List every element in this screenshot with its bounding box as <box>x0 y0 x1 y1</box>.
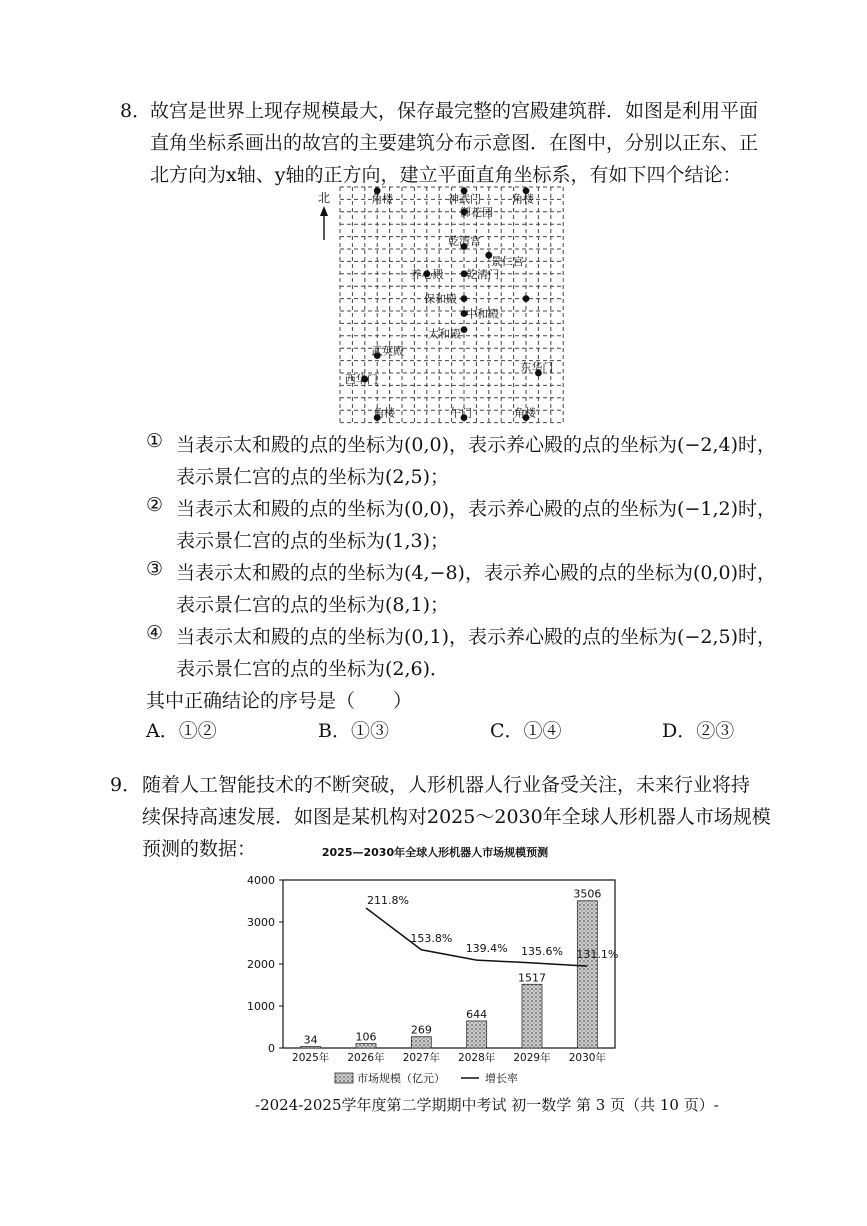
building-label: 角楼 <box>373 406 396 420</box>
statement-2-mark: ② <box>146 494 164 516</box>
building-label: 乾清门 <box>466 267 499 281</box>
statement-4-line-2: 表示景仁宫的点的坐标为(2,6)． <box>176 658 450 680</box>
chart-svg <box>235 840 635 1090</box>
question-9-line-3: 预测的数据： <box>142 838 257 860</box>
statement-2-line-1: 当表示太和殿的点的坐标为(0,0)，表示养心殿的点的坐标为(−1,2)时， <box>176 498 777 520</box>
option-b[interactable]: B．①③ <box>318 720 389 742</box>
chart-bars <box>301 888 602 1048</box>
chart-frame <box>283 880 615 1048</box>
question-8-number: 8． <box>120 100 152 122</box>
question-8-line-3: 北方向为x轴、y轴的正方向，建立平面直角坐标系，有如下四个结论： <box>150 164 742 186</box>
growth-rate-label: 139.4% <box>465 942 508 956</box>
x-tick-label: 2028年 <box>458 1052 496 1064</box>
growth-rate-label: 211.8% <box>367 894 409 907</box>
building-label: 西华门 <box>344 373 378 387</box>
building-label: 保和殿 <box>424 292 457 306</box>
chart-bar <box>522 984 542 1048</box>
statement-4-mark: ④ <box>146 622 164 644</box>
building-label: 武英殿 <box>371 344 405 358</box>
building-label: 御花园 <box>460 205 493 219</box>
growth-rate-label: 135.6% <box>521 944 563 958</box>
question-9-line-1: 随着人工智能技术的不断突破，人形机器人行业备受关注，未来行业将持 <box>142 774 751 796</box>
y-tick-label: 2000 <box>247 958 275 971</box>
option-a[interactable]: A．①② <box>146 720 217 742</box>
question-8-line-1: 故宫是世界上现存规模最大，保存最完整的宫殿建筑群．如图是利用平面 <box>150 100 759 122</box>
bar-value-label: 269 <box>410 1023 432 1037</box>
building-points <box>345 187 554 421</box>
building-point <box>523 295 530 302</box>
statement-4-line-1: 当表示太和殿的点的坐标为(0,1)，表示养心殿的点的坐标为(−2,5)时， <box>176 626 777 648</box>
chart-bar <box>467 1021 487 1048</box>
statement-1-line-2: 表示景仁宫的点的坐标为(2,5)； <box>176 466 450 488</box>
question-9-line-2: 续保持高速发展．如图是某机构对2025～2030年全球人形机器人市场规模 <box>142 806 771 828</box>
x-tick-label: 2030年 <box>568 1052 606 1064</box>
chart-bar <box>411 1037 431 1048</box>
map-svg <box>315 182 570 427</box>
x-tick-label: 2025年 <box>292 1052 330 1064</box>
question-9-number: 9． <box>110 774 142 796</box>
y-tick-label: 1000 <box>247 1000 275 1013</box>
x-tick-label: 2029年 <box>513 1052 551 1064</box>
statement-3-line-1: 当表示太和殿的点的坐标为(4,−8)，表示养心殿的点的坐标为(0,0)时， <box>176 562 777 584</box>
bar-value-label: 34 <box>303 1033 318 1047</box>
bar-value-label: 106 <box>355 1030 377 1044</box>
chart-title: 2025—2030年全球人形机器人市场规模预测 <box>321 846 549 859</box>
statement-2-line-2: 表示景仁宫的点的坐标为(1,3)； <box>176 530 450 552</box>
bar-value-label: 644 <box>466 1007 488 1021</box>
building-label: 乾清宫 <box>448 234 481 248</box>
bar-value-label: 3506 <box>573 887 602 901</box>
north-label: 北 <box>318 191 331 205</box>
statement-1-line-1: 当表示太和殿的点的坐标为(0,0)，表示养心殿的点的坐标为(−2,4)时， <box>176 434 777 456</box>
chart-bar <box>301 1047 321 1048</box>
building-label: 中和殿 <box>466 307 499 321</box>
bar-value-label: 1517 <box>518 971 546 985</box>
legend-bar-label: 市场规模（亿元） <box>357 1072 445 1085</box>
x-tick-label: 2026年 <box>347 1052 385 1064</box>
x-tick-label: 2027年 <box>402 1052 440 1064</box>
building-point <box>461 295 468 302</box>
question-8-line-2: 直角坐标系画出的故宫的主要建筑分布示意图．在图中，分别以正东、正 <box>150 132 759 154</box>
growth-rate-label: 131.1% <box>576 948 619 962</box>
y-tick-label: 4000 <box>247 874 275 887</box>
robot-market-chart <box>235 840 635 1090</box>
building-label: 午门 <box>450 406 472 420</box>
building-label: 角楼 <box>512 192 534 206</box>
building-label: 神武门 <box>448 192 481 206</box>
statement-1-mark: ① <box>146 430 164 452</box>
legend-line-label: 增长率 <box>485 1072 518 1085</box>
statement-3-mark: ③ <box>146 558 164 580</box>
chart-bar <box>356 1044 376 1048</box>
option-c[interactable]: C．①④ <box>490 720 562 742</box>
y-tick-label: 3000 <box>247 916 275 929</box>
growth-rate-label: 153.8% <box>410 931 453 945</box>
north-arrow <box>318 191 330 240</box>
statement-3-line-2: 表示景仁宫的点的坐标为(8,1)； <box>176 594 450 616</box>
forbidden-city-map <box>315 182 570 427</box>
building-label: 景仁宫 <box>490 255 524 269</box>
legend-bar-swatch <box>335 1073 353 1083</box>
page-footer: -2024-2025学年度第二学期期中考试 初一数学 第 3 页（共 10 页）- <box>255 1096 719 1114</box>
question-8-prompt: 其中正确结论的序号是（ ） <box>146 690 413 712</box>
chart-bar <box>577 901 597 1048</box>
chart-legend <box>335 1071 518 1085</box>
building-label: 角楼 <box>371 192 394 206</box>
building-label: 养心殿 <box>410 267 444 281</box>
building-label: 太和殿 <box>428 327 461 341</box>
option-d[interactable]: D．②③ <box>662 720 735 742</box>
building-label: 东华门 <box>520 361 554 374</box>
y-tick-label: 0 <box>268 1042 275 1055</box>
building-label: 角楼 <box>514 406 536 420</box>
building-point <box>461 326 468 333</box>
